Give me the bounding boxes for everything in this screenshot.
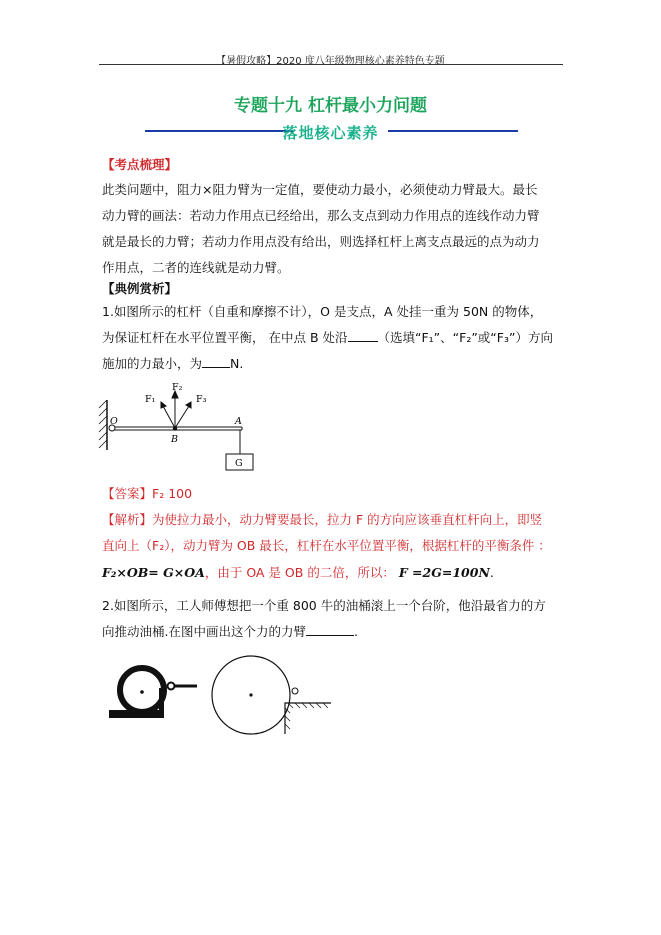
subtitle: 落地核心素养 — [282, 124, 379, 142]
q1-line-2-b: （选填“F₁”、“F₂”或“F₃”）方向 — [377, 330, 553, 345]
kaodian-line-1: 此类问题中，阻力×阻力臂为一定值，要使动力最小，必须使动力臂最大。最长 — [102, 182, 538, 197]
oil-drum-step-figure — [205, 650, 340, 740]
q1-line-3-b: N. — [230, 356, 244, 371]
page-title: 专题十九 杠杆最小力问题 — [234, 96, 427, 116]
label-f1: F₁ — [145, 394, 156, 405]
page-header: 【暑假攻略】2020 度八年级物理核心素养特色专题 — [216, 56, 445, 67]
analysis-text-1: 为使拉力最小，动力臂要最长，拉力 F 的方向应该垂直杠杆向上，即竖 — [152, 512, 543, 527]
formula-balance: F₂×OB= G×OA — [102, 565, 205, 580]
label-o: O — [110, 416, 118, 427]
q2-blank[interactable] — [306, 623, 354, 636]
q2-line-1: 2.如图所示，工人师傅想把一个重 800 牛的油桶滚上一个台阶，他沿最省力的方 — [102, 598, 546, 613]
answer-label: 【答案】 — [102, 486, 153, 501]
q1-line-2 — [102, 328, 553, 346]
q2-line-2-a: 向推动油桶.在图中画出这个力的力臂 — [102, 624, 306, 639]
q1-line-3-a: 施加的力最小，为 — [102, 356, 203, 371]
q2-line-2-b: . — [353, 624, 358, 639]
q1-line-1: 1.如图所示的杠杆（自重和摩擦不计），O 是支点，A 处挂一重为 50N 的物体， — [102, 304, 543, 319]
header-rule — [99, 64, 563, 65]
label-b: B — [171, 434, 178, 445]
kaodian-line-4: 作用点，二者的连线就是动力臂。 — [102, 260, 290, 275]
q1-line-2-a: 为保证杠杆在水平位置平衡， 在中点 B 处沿 — [102, 330, 348, 345]
q2-line-2 — [102, 622, 358, 640]
answer-value: F₂ 100 — [152, 486, 193, 501]
q1-line-3 — [102, 354, 243, 372]
dianli-heading: 【典例赏析】 — [102, 281, 178, 296]
analysis-text-3: ，由于 OA 是 OB 的二倍，所以： — [204, 565, 395, 580]
analysis-label: 【解析】 — [102, 512, 153, 527]
oil-drum-thick-figure — [105, 650, 205, 730]
kaodian-line-2: 动力臂的画法：若动力作用点已经给出，那么支点到动力作用点的连线作动力臂 — [102, 208, 540, 223]
label-a: A — [235, 416, 242, 427]
analysis-line-1 — [102, 510, 542, 528]
kaodian-heading: 【考点梳理】 — [102, 157, 178, 172]
q1-blank-force[interactable] — [202, 355, 230, 368]
kaodian-line-3: 就是最长的力臂；若动力作用点没有给出，则选择杠杆上离支点最远的点为动力 — [102, 234, 540, 249]
q1-blank-direction[interactable] — [348, 329, 378, 342]
label-g: G — [235, 458, 243, 469]
label-f2: F₂ — [172, 382, 183, 393]
lever-figure — [95, 378, 265, 473]
formula-result: F =2G=100N — [398, 565, 490, 580]
answer-line — [102, 484, 192, 502]
analysis-line-2: 直向上（F₂），动力臂为 OB 最长，杠杆在水平位置平衡，根据杠杆的平衡条件 ： — [102, 538, 551, 553]
label-f3: F₃ — [196, 394, 207, 405]
analysis-line-3 — [102, 563, 494, 581]
analysis-end: . — [489, 565, 494, 580]
